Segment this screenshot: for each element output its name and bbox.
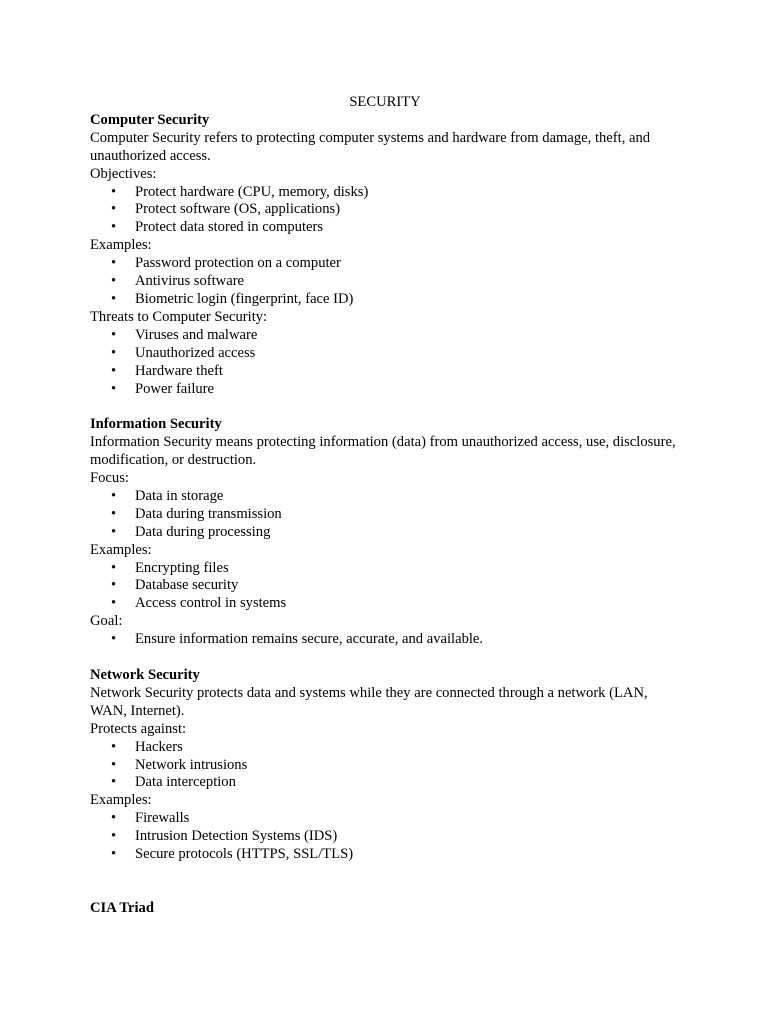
bullet-list (90, 488, 680, 542)
list-item-text: Data in storage (135, 487, 224, 504)
list-item-text: Data during transmission (135, 505, 282, 522)
bullet-icon: • (111, 326, 117, 343)
section-intro: Information Security means protecting information (data) from unauthorized access, use, disclosure, modification, or destruction. (90, 434, 676, 469)
blank-line (90, 649, 680, 667)
bullet-icon: • (111, 255, 117, 272)
section-intro: Network Security protects data and systems while they are connected through a network (LAN, WAN, Internet). (90, 684, 648, 719)
section-computer-security (90, 112, 680, 399)
list-item (90, 631, 680, 649)
list-item (90, 184, 680, 202)
list-item-text: Power failure (135, 380, 215, 397)
bullet-list (90, 560, 680, 614)
list-item (90, 273, 680, 291)
list-item (90, 506, 680, 524)
list-item (90, 345, 680, 363)
list-item (90, 828, 680, 846)
bullet-icon: • (111, 505, 117, 522)
list-item (90, 846, 680, 864)
bullet-icon: • (111, 846, 117, 863)
group-label: Examples: (90, 237, 152, 254)
list-item-text: Protect software (OS, applications) (135, 201, 341, 218)
list-item (90, 739, 680, 757)
bullet-icon: • (111, 273, 117, 290)
bullet-icon: • (111, 219, 117, 236)
list-item (90, 291, 680, 309)
bullet-icon: • (111, 774, 117, 791)
bullet-icon: • (111, 631, 117, 648)
list-item-text: Antivirus software (135, 273, 245, 290)
list-item-text: Unauthorized access (135, 344, 256, 361)
list-item-text: Data interception (135, 774, 236, 791)
bullet-icon: • (111, 344, 117, 361)
bullet-icon: • (111, 828, 117, 845)
group-label: Examples: (90, 792, 152, 809)
bullet-list (90, 327, 680, 399)
bullet-list (90, 184, 680, 238)
list-item-text: Data during processing (135, 523, 271, 540)
list-item (90, 774, 680, 792)
bullet-list (90, 739, 680, 793)
section-heading: Network Security (90, 666, 200, 683)
section-heading: CIA Triad (90, 899, 154, 916)
section-information-security (90, 416, 680, 649)
bullet-list (90, 631, 680, 649)
section-network-security (90, 667, 680, 864)
group-label: Focus: (90, 470, 129, 487)
blank-line (90, 398, 680, 416)
section-heading: Computer Security (90, 111, 210, 128)
list-item-text: Encrypting files (135, 559, 229, 576)
list-item-text: Password protection on a computer (135, 255, 341, 272)
list-item-text: Access control in systems (135, 595, 287, 612)
list-item-text: Secure protocols (HTTPS, SSL/TLS) (135, 846, 354, 863)
document-page (90, 94, 680, 918)
list-item (90, 560, 680, 578)
bullet-icon: • (111, 487, 117, 504)
list-item-text: Hackers (135, 738, 183, 755)
list-item-text: Viruses and malware (135, 326, 258, 343)
bullet-icon: • (111, 201, 117, 218)
list-item (90, 219, 680, 237)
list-item (90, 524, 680, 542)
blank-lines (90, 864, 680, 900)
section-cia-triad (90, 900, 680, 918)
bullet-list (90, 255, 680, 309)
bullet-icon: • (111, 595, 117, 612)
list-item-text: Ensure information remains secure, accurate, and available. (135, 631, 484, 648)
list-item (90, 381, 680, 399)
list-item (90, 595, 680, 613)
list-item-text: Intrusion Detection Systems (IDS) (135, 828, 338, 845)
group-label: Protects against: (90, 720, 187, 737)
bullet-icon: • (111, 380, 117, 397)
list-item (90, 810, 680, 828)
list-item (90, 577, 680, 595)
list-item-text: Network intrusions (135, 756, 248, 773)
list-item-text: Protect hardware (CPU, memory, disks) (135, 183, 369, 200)
list-item (90, 488, 680, 506)
bullet-icon: • (111, 810, 117, 827)
section-heading: Information Security (90, 416, 222, 433)
bullet-icon: • (111, 523, 117, 540)
bullet-icon: • (111, 362, 117, 379)
group-label: Goal: (90, 613, 123, 630)
list-item-text: Protect data stored in computers (135, 219, 324, 236)
section-intro: Computer Security refers to protecting computer systems and hardware from damage, theft, and unauthorized access. (90, 129, 651, 164)
bullet-icon: • (111, 559, 117, 576)
list-item (90, 363, 680, 381)
document-title: SECURITY (349, 94, 421, 110)
list-item (90, 201, 680, 219)
list-item (90, 757, 680, 775)
bullet-icon: • (111, 738, 117, 755)
bullet-icon: • (111, 183, 117, 200)
group-label: Objectives: (90, 165, 157, 182)
bullet-icon: • (111, 577, 117, 594)
list-item (90, 327, 680, 345)
list-item-text: Database security (135, 577, 239, 594)
list-item-text: Firewalls (135, 810, 190, 827)
group-label: Examples: (90, 541, 152, 558)
list-item-text: Biometric login (fingerprint, face ID) (135, 290, 354, 307)
group-label: Threats to Computer Security: (90, 308, 268, 325)
list-item-text: Hardware theft (135, 362, 223, 379)
bullet-icon: • (111, 756, 117, 773)
bullet-icon: • (111, 290, 117, 307)
bullet-list (90, 810, 680, 864)
list-item (90, 255, 680, 273)
